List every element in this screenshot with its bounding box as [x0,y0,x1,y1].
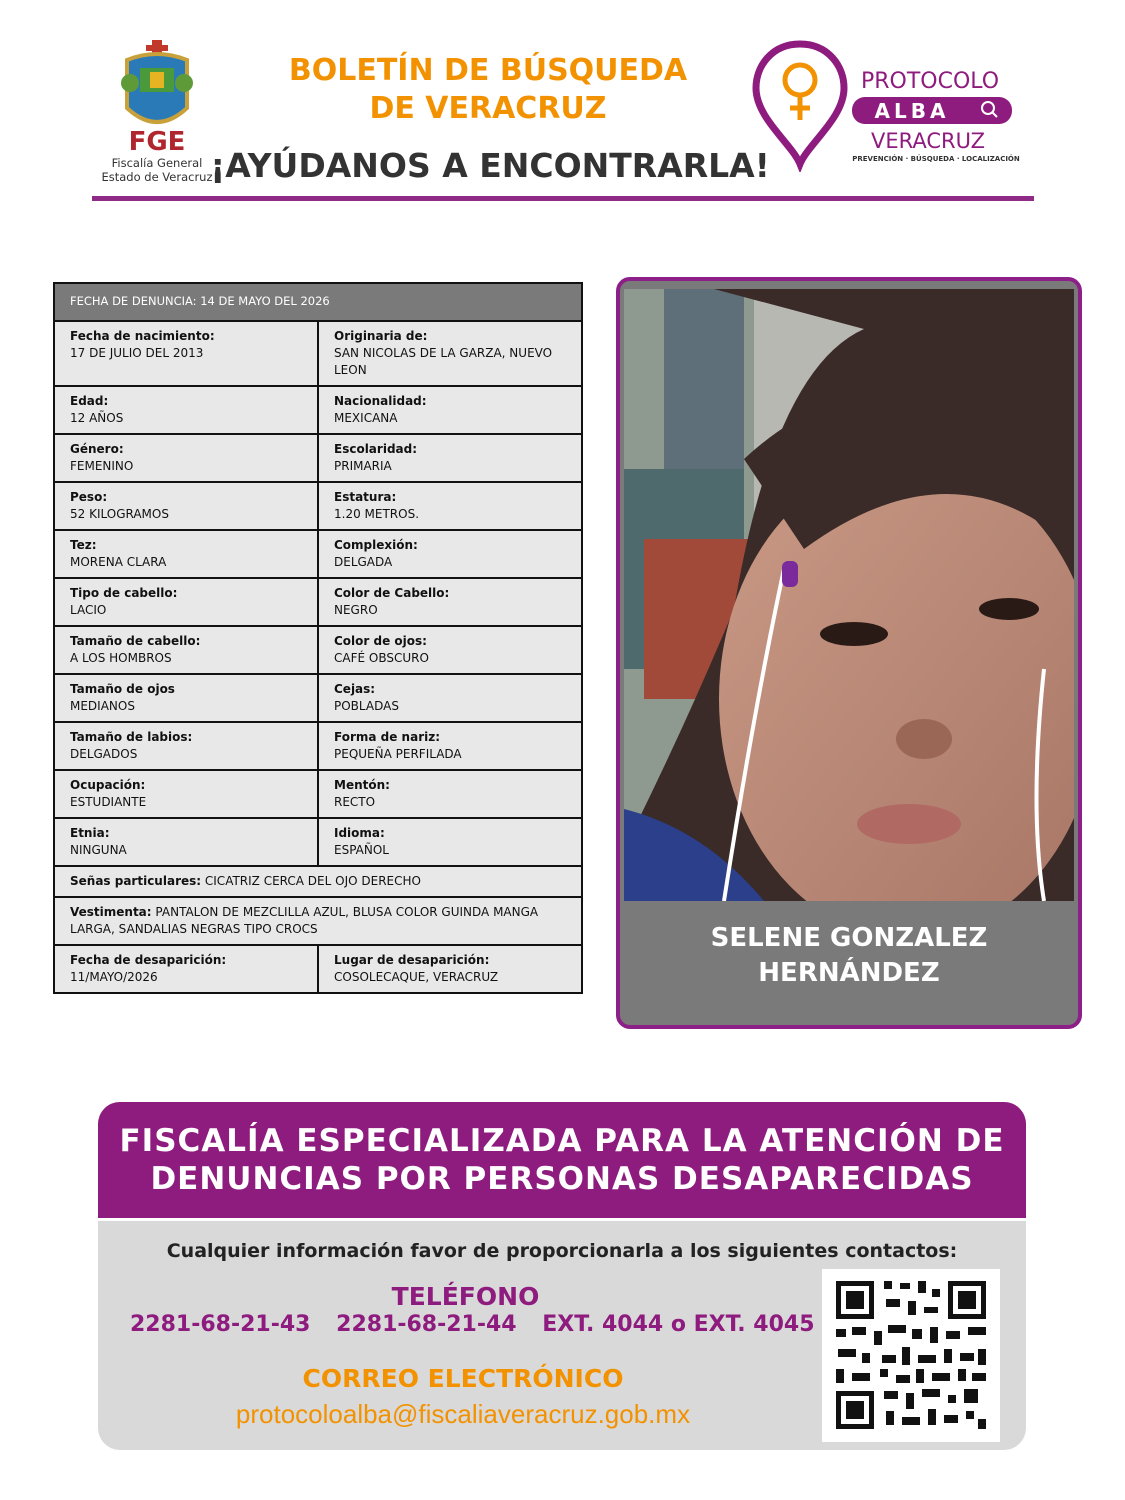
disappearance-row [54,945,582,993]
detail-cell-right [318,530,582,578]
svg-text:PROTOCOLO: PROTOCOLO [860,69,1000,94]
details-row [54,674,582,722]
missing-date-label: Fecha de desaparición: [70,953,227,967]
detail-cell-left-value: 12 AÑOS [70,411,124,425]
svg-text:PREVENCIÓN · BÚSQUEDA · LOCALI: PREVENCIÓN · BÚSQUEDA · LOCALIZACIÓN [852,155,1020,163]
detail-cell-left-value: A LOS HOMBROS [70,651,172,665]
detail-cell-right-label: Nacionalidad: [334,394,427,408]
detail-cell-left [54,530,318,578]
phone-number-1[interactable]: 2281-68-21-43 [130,1312,311,1337]
detail-cell-left [54,578,318,626]
details-row [54,770,582,818]
office-banner [98,1102,1026,1221]
contact-panel [98,1102,1026,1450]
detail-cell-right-label: Idioma: [334,826,385,840]
person-name [620,921,1078,991]
detail-cell-left-label: Ocupación: [70,778,146,792]
detail-cell-right-value: NEGRO [334,603,378,617]
detail-cell-right [318,770,582,818]
detail-cell-right [318,818,582,866]
person-details-table [53,282,583,994]
detail-cell-right-value: ESPAÑOL [334,843,389,857]
details-row [54,482,582,530]
fge-logo [100,38,215,188]
detail-cell-left-label: Tamaño de cabello: [70,634,201,648]
detail-cell-left [54,770,318,818]
detail-cell-right-value: SAN NICOLAS DE LA GARZA, NUEVO LEON [334,346,553,377]
detail-cell-left-label: Peso: [70,490,108,504]
detail-cell-left-value: 17 DE JULIO DEL 2013 [70,346,204,360]
phone-label: TELÉFONO [391,1282,540,1311]
bulletin-title-line2: DE VERACRUZ [369,91,607,126]
detail-cell-right [318,626,582,674]
clothing-label: Vestimenta: [70,905,152,919]
details-row [54,434,582,482]
person-name-line1: SELENE GONZALEZ [710,923,988,953]
detail-cell-right-value: PRIMARIA [334,459,392,473]
office-title-line1: FISCALÍA ESPECIALIZADA PARA LA ATENCIÓN DE [119,1123,1005,1159]
detail-cell-right-label: Color de ojos: [334,634,427,648]
detail-cell-right-label: Forma de nariz: [334,730,441,744]
protocolo-alba-logo [752,40,1027,172]
svg-text:VERACRUZ: VERACRUZ [870,129,986,153]
details-row [54,626,582,674]
detail-cell-right-label: Color de Cabello: [334,586,450,600]
detail-cell-right [318,482,582,530]
clothing [54,897,582,945]
detail-cell-left [54,386,318,434]
detail-cell-left [54,722,318,770]
person-photo [624,289,1074,901]
detail-cell-left-value: DELGADOS [70,747,138,761]
distinguishing-marks-value: CICATRIZ CERCA DEL OJO DERECHO [204,874,421,888]
detail-cell-right [318,674,582,722]
detail-cell-left [54,626,318,674]
detail-cell-right [318,722,582,770]
report-date: FECHA DE DENUNCIA: 14 DE MAYO DEL 2026 [54,283,582,321]
bulletin-title-line1: BOLETÍN DE BÚSQUEDA [288,53,688,88]
detail-cell-right-value: MEXICANA [334,411,398,425]
detail-cell-left [54,674,318,722]
detail-cell-left [54,321,318,386]
detail-cell-right-value: CAFÉ OBSCURO [334,651,429,665]
missing-place-value: COSOLECAQUE, VERACRUZ [334,970,499,984]
detail-cell-left-label: Fecha de nacimiento: [70,329,215,343]
distinguishing-marks-label: Señas particulares: [70,874,202,888]
detail-cell-right [318,434,582,482]
missing-place-label: Lugar de desaparición: [334,953,490,967]
missing-date-value: 11/MAYO/2026 [70,970,158,984]
detail-cell-right-value: PEQUEÑA PERFILADA [334,747,462,761]
details-row [54,530,582,578]
missing-person-card [616,277,1082,1029]
svg-text:Estado de Veracruz: Estado de Veracruz [101,170,213,184]
office-title [98,1122,1026,1198]
svg-text:FGE: FGE [128,127,186,157]
person-name-line2: HERNÁNDEZ [758,958,940,988]
detail-cell-right-value: POBLADAS [334,699,399,713]
detail-cell-left-value: MEDIANOS [70,699,135,713]
qr-code[interactable] [822,1269,1000,1442]
detail-cell-right-value: 1.20 METROS. [334,507,420,521]
detail-cell-left-value: NINGUNA [70,843,127,857]
detail-cell-left [54,434,318,482]
detail-cell-left-value: 52 KILOGRAMOS [70,507,169,521]
details-row [54,578,582,626]
contact-instructions: Cualquier información favor de proporcionarla a los siguientes contactos: [166,1240,958,1262]
detail-cell-right [318,321,582,386]
missing-date [54,945,318,993]
detail-cell-left [54,818,318,866]
detail-cell-right-label: Originaria de: [334,329,428,343]
email-link[interactable]: protocoloalba@fiscaliaveracruz.gob.mx [235,1399,691,1429]
call-to-action: ¡AYÚDANOS A ENCONTRARLA! [210,146,770,185]
detail-cell-right-label: Mentón: [334,778,390,792]
detail-cell-left-value: ESTUDIANTE [70,795,147,809]
details-row [54,386,582,434]
distinguishing-marks [54,866,582,897]
clothing-row [54,897,582,945]
email-label: CORREO ELECTRÓNICO [302,1364,624,1393]
bulletin-title [240,52,736,128]
detail-cell-right [318,386,582,434]
svg-text:ALBA: ALBA [874,99,950,123]
detail-cell-left-label: Etnia: [70,826,110,840]
detail-cell-right-label: Escolaridad: [334,442,418,456]
detail-cell-left-value: MORENA CLARA [70,555,167,569]
detail-cell-left [54,482,318,530]
detail-cell-left-value: FEMENINO [70,459,134,473]
detail-cell-right-label: Complexión: [334,538,418,552]
detail-cell-left-value: LACIO [70,603,107,617]
details-row [54,321,582,386]
phone-number-2[interactable]: 2281-68-21-44 [336,1312,517,1337]
details-row [54,722,582,770]
detail-cell-left-label: Edad: [70,394,109,408]
phone-extensions: EXT. 4044 o EXT. 4045 [542,1312,815,1337]
header-divider [92,196,1034,201]
detail-cell-right-label: Estatura: [334,490,397,504]
phone-numbers [130,1312,820,1337]
detail-cell-left-label: Tipo de cabello: [70,586,178,600]
office-title-line2: DENUNCIAS POR PERSONAS DESAPARECIDAS [150,1161,974,1197]
missing-place [318,945,582,993]
detail-cell-right-label: Cejas: [334,682,376,696]
detail-cell-right-value: RECTO [334,795,376,809]
distinguishing-marks-row [54,866,582,897]
details-row [54,818,582,866]
detail-cell-left-label: Género: [70,442,124,456]
detail-cell-right-value: DELGADA [334,555,393,569]
detail-cell-left-label: Tamaño de labios: [70,730,193,744]
detail-cell-left-label: Tamaño de ojos [70,682,175,696]
svg-text:Fiscalía General: Fiscalía General [111,156,203,170]
detail-cell-left-label: Tez: [70,538,97,552]
report-date-row [54,283,582,321]
detail-cell-right [318,578,582,626]
clothing-value: PANTALON DE MEZCLILLA AZUL, BLUSA COLOR GUINDA MANGA LARGA, SANDALIAS NEGRAS TIPO CROCS [70,905,539,936]
